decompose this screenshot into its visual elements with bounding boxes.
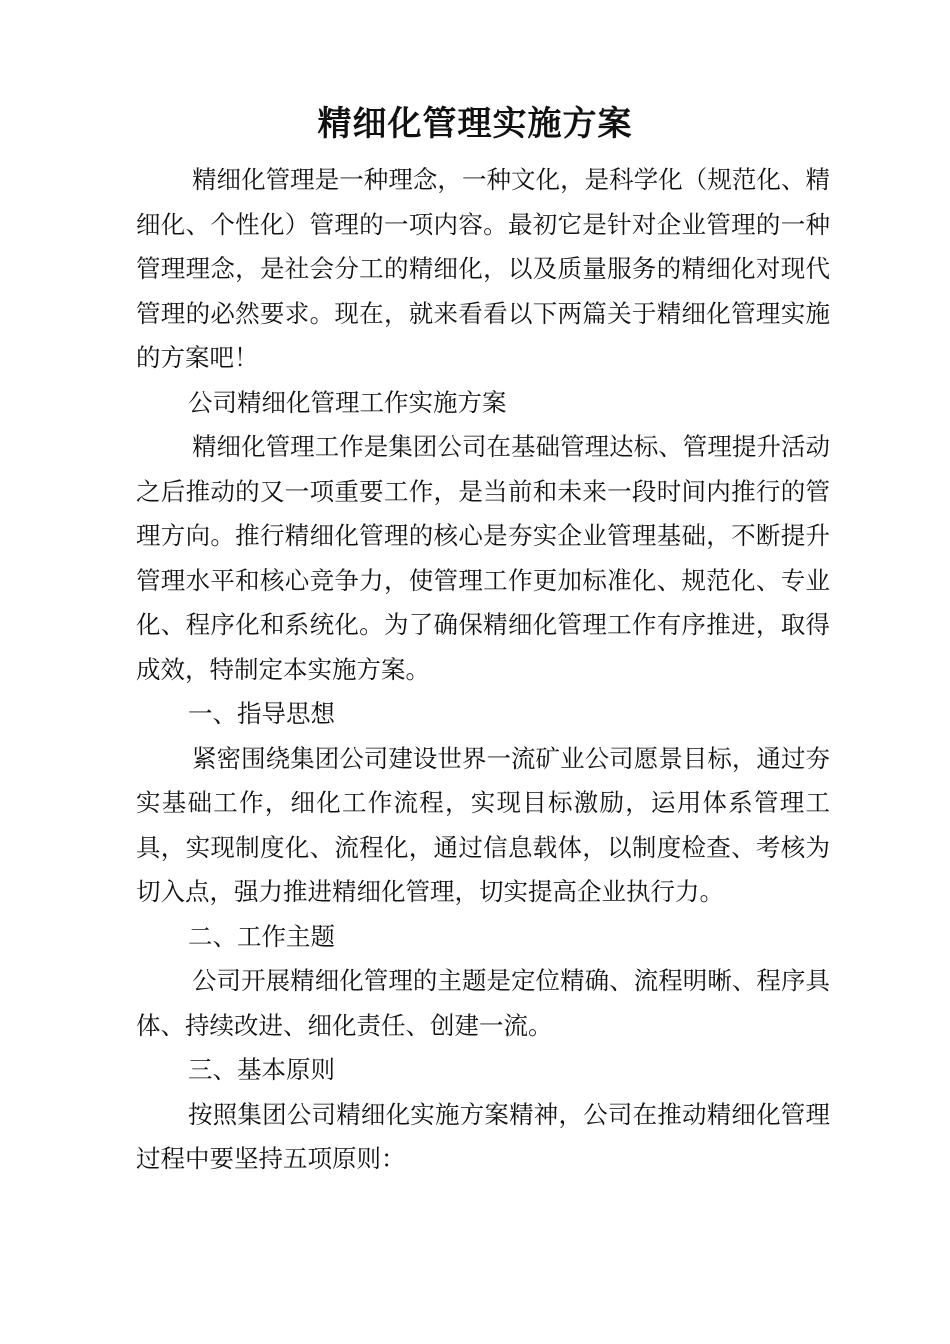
basic-principles-paragraph: 按照集团公司精细化实施方案精神，公司在推动精细化管理过程中要坚持五项原则： [136, 1099, 830, 1173]
heading-guiding-ideology: 一、指导思想 [188, 699, 335, 728]
section-title-company-plan: 公司精细化管理工作实施方案 [188, 387, 507, 417]
intro-paragraph: 精细化管理是一种理念，一种文化，是科学化（规范化、精细化、个性化）管理的一项内容。最初它是针对企业管理的一种管理理念，是社会分工的精细化，以及质量服务的精细化对现代管理的必然要求。现在，就来看看以下两篇关于精细化管理实施的方案吧！ [136, 165, 830, 372]
heading-work-theme: 二、工作主题 [188, 921, 335, 951]
guiding-ideology-paragraph: 紧密围绕集团公司建设世界一流矿业公司愿景目标，通过夯实基础工作，细化工作流程，实现目标激励，运用体系管理工具，实现制度化、流程化，通过信息载体，以制度检查、考核为切入点，强力推进精细化管理，切实提高企业执行力。 [136, 743, 830, 906]
document-title: 精细化管理实施方案 [317, 104, 633, 144]
work-theme-paragraph: 公司开展精细化管理的主题是定位精确、流程明晰、程序具体、持续改进、细化责任、创建一流。 [136, 966, 830, 1040]
heading-basic-principles: 三、基本原则 [188, 1055, 335, 1084]
document-body [136, 158, 830, 1182]
plan-overview-paragraph: 精细化管理工作是集团公司在基础管理达标、管理提升活动之后推动的又一项重要工作，是当前和未来一段时间内推行的管理方向。推行精细化管理的核心是夯实企业管理基础，不断提升管理水平和核心竞争力，使管理工作更加标准化、规范化、专业化、程序化和系统化。为了确保精细化管理工作有序推进，取得成效，特制定本实施方案。 [136, 432, 830, 684]
